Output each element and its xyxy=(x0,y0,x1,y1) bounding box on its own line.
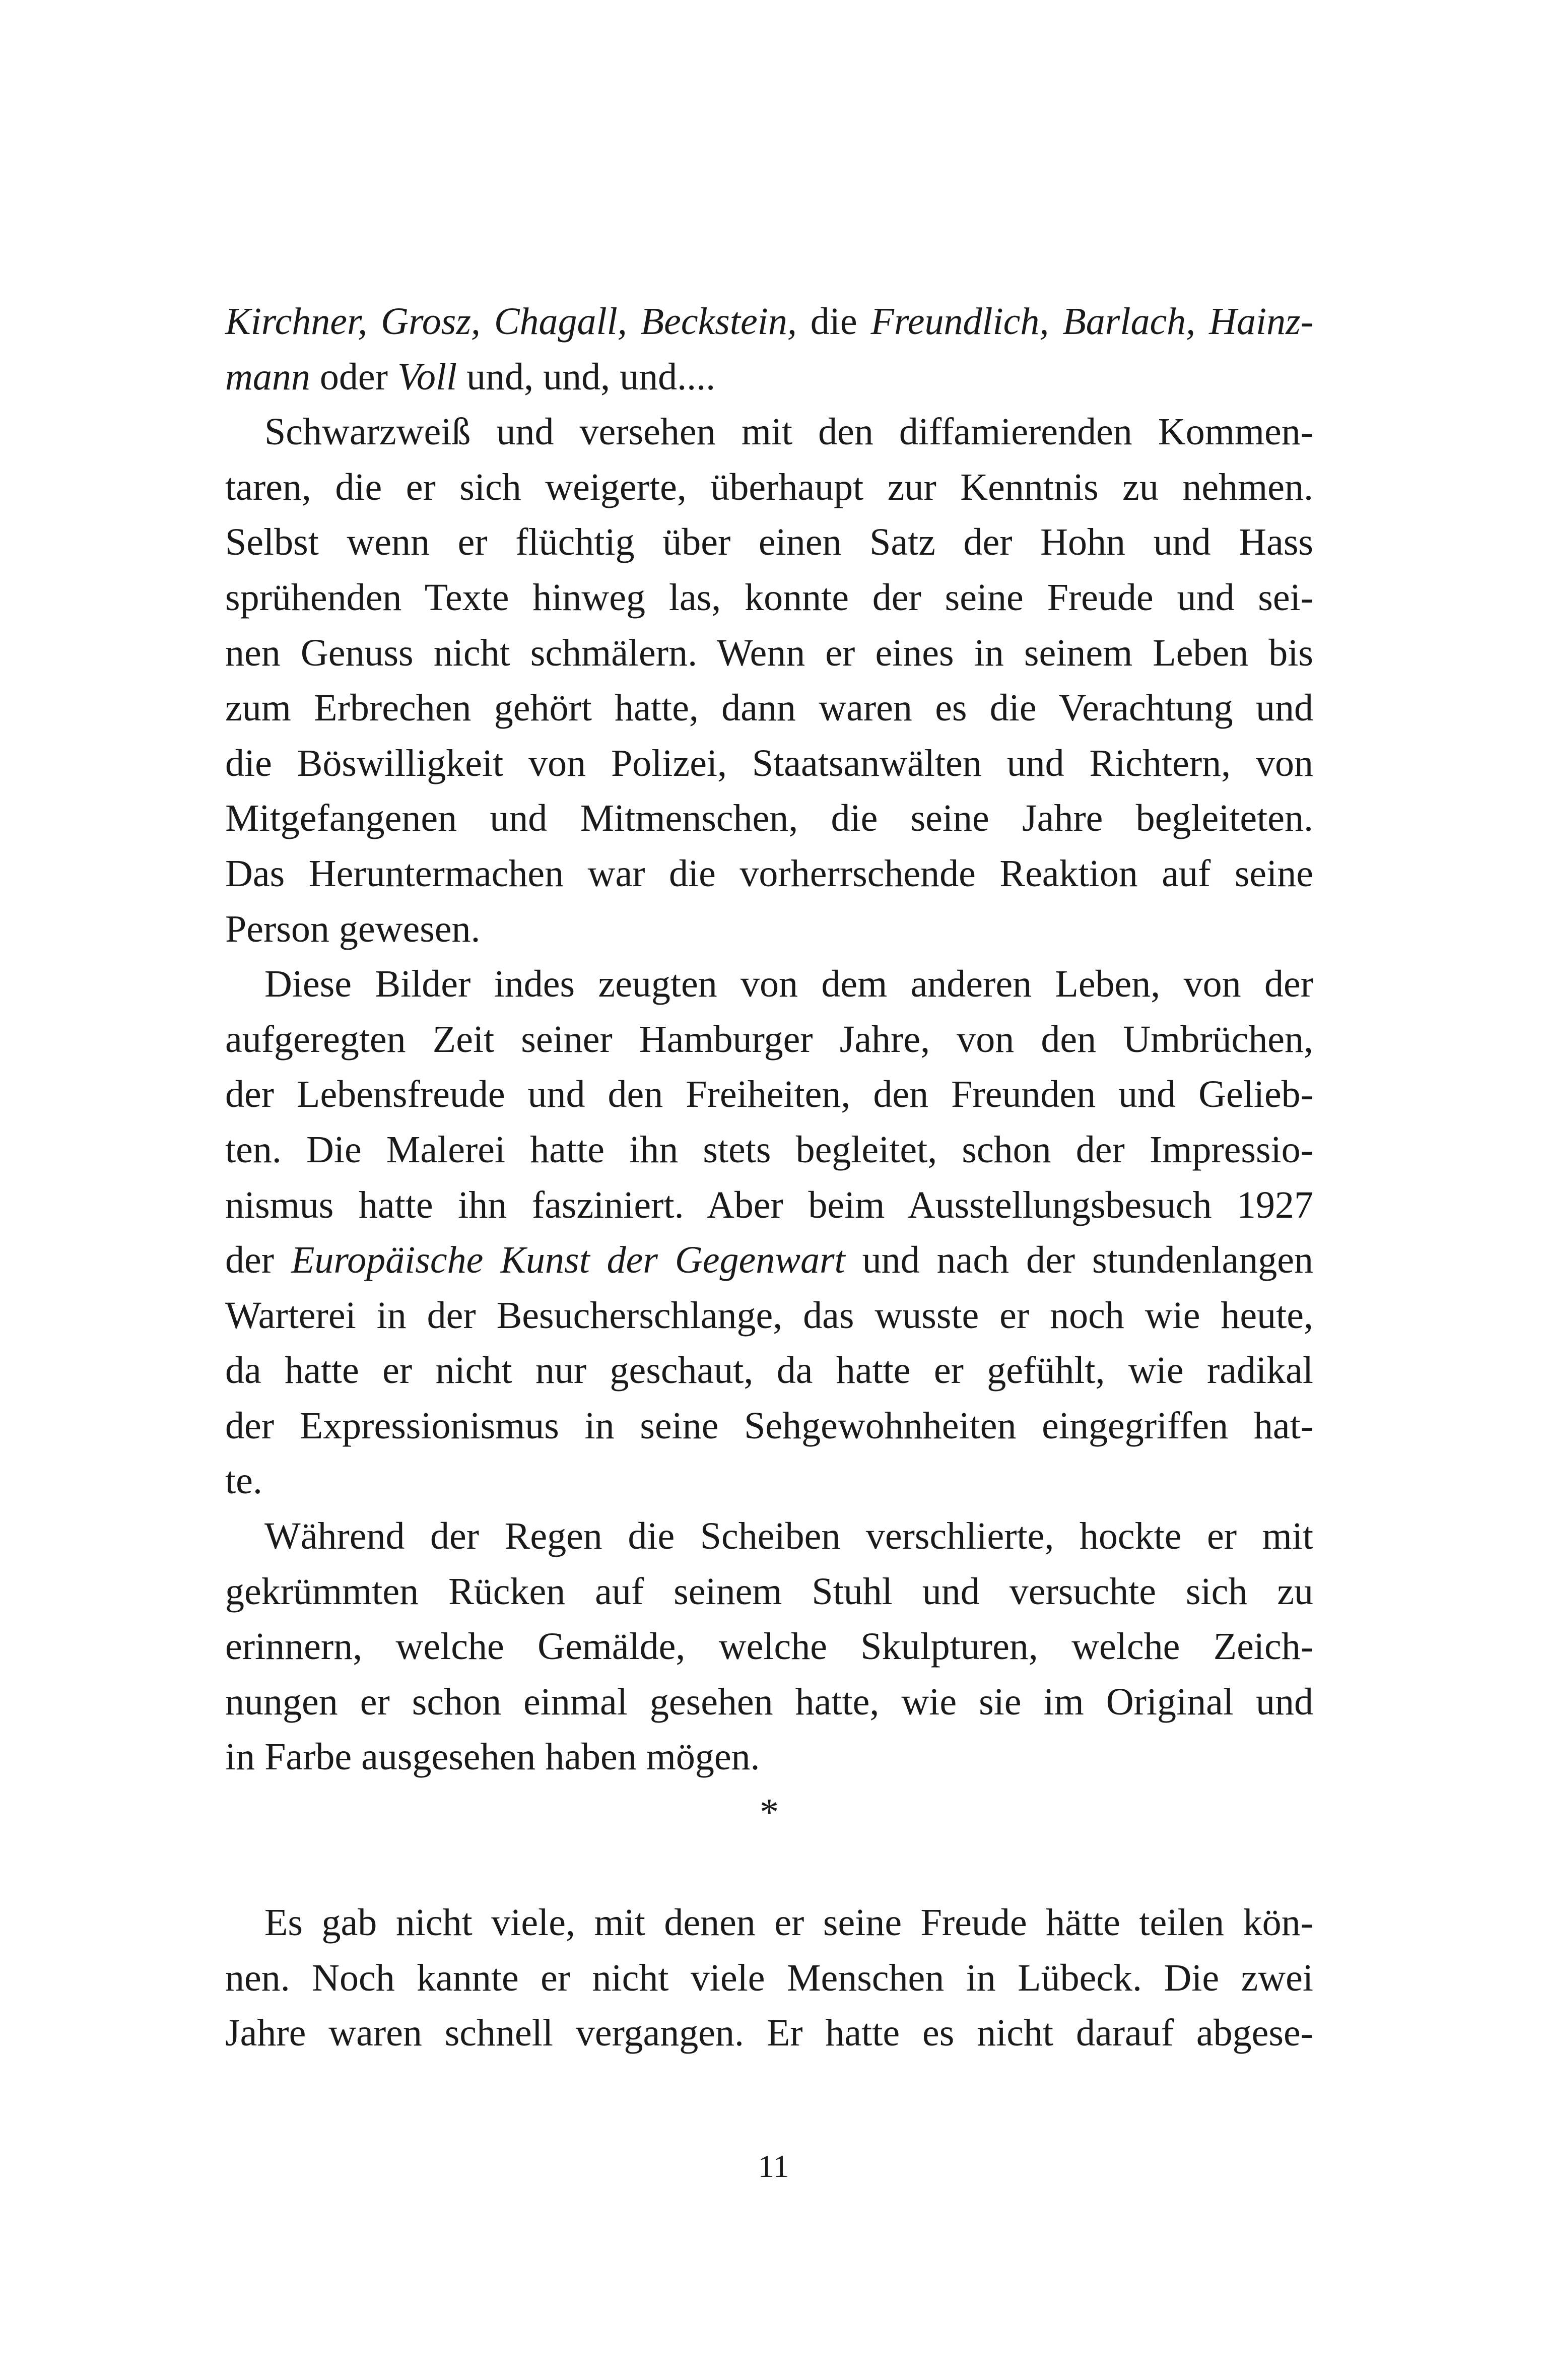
text-line xyxy=(225,1288,1313,1344)
text-line xyxy=(225,626,1313,681)
text-line xyxy=(225,1509,1313,1564)
line-text: Das Heruntermachen war die vorherrschende Reaktion auf seine xyxy=(225,852,1313,895)
line-text: nen. Noch kannte er nicht viele Menschen in Lübeck. Die zwei xyxy=(225,1956,1313,1999)
text-line xyxy=(225,1233,1313,1288)
text-line xyxy=(225,350,1313,405)
text-line xyxy=(225,791,1313,846)
text-line xyxy=(225,1178,1313,1233)
text-line xyxy=(225,1453,1313,1509)
page-number: 11 xyxy=(758,2148,789,2184)
text-line xyxy=(225,1951,1313,2006)
line-text: die Böswilligkeit von Polizei, Staatsanwälten und Richtern, von xyxy=(225,742,1313,784)
line-text: nungen er schon einmal gesehen hatte, wie sie im Original und xyxy=(225,1680,1313,1723)
italic-text: Voll xyxy=(397,355,457,398)
line-text: zum Erbrechen gehört hatte, dann waren es die Verachtung und xyxy=(225,687,1313,730)
text-line xyxy=(225,1122,1313,1178)
line-text: Warterei in der Besucherschlange, das wusste er noch wie heute, xyxy=(225,1294,1313,1337)
line-text: nen Genuss nicht schmälern. Wenn er eines in seinem Leben bis xyxy=(225,631,1313,674)
text-line xyxy=(225,515,1313,570)
line-text: ten. Die Malerei hatte ihn stets begleitet, schon der Impressio- xyxy=(225,1128,1313,1171)
line-text: Es gab nicht viele, mit denen er seine Freude hätte teilen kön- xyxy=(264,1901,1313,1944)
line-text: erinnern, welche Gemälde, welche Skulpturen, welche Zeich- xyxy=(225,1625,1313,1668)
text-line xyxy=(225,1399,1313,1454)
text-line xyxy=(225,736,1313,791)
text-line xyxy=(225,681,1313,736)
line-text: Während der Regen die Scheiben verschlierte, hockte er mit xyxy=(264,1515,1313,1558)
italic-text: mann xyxy=(225,355,310,398)
line-text: te. xyxy=(225,1460,262,1502)
line-text: Mitgefangenen und Mitmenschen, die seine Jahre begleiteten. xyxy=(225,797,1313,840)
text-line xyxy=(225,460,1313,515)
italic-text: Freundlich, Barlach, Hainz- xyxy=(870,300,1313,343)
line-text: gekrümmten Rücken auf seinem Stuhl und versuchte sich zu xyxy=(225,1570,1313,1613)
line-text: taren, die er sich weigerte, überhaupt zur Kenntnis zu nehmen. xyxy=(225,466,1313,508)
line-text: Schwarzweiß und versehen mit den diffamierenden Kommen- xyxy=(264,411,1313,453)
line-text: * xyxy=(760,1791,779,1834)
text-line xyxy=(225,1343,1313,1399)
text-line xyxy=(225,2006,1313,2061)
text-line xyxy=(225,405,1313,460)
line-text: und nach der stundenlangen xyxy=(845,1239,1313,1282)
text-line xyxy=(225,1619,1313,1675)
line-text: Selbst wenn er flüchtig über einen Satz der Hohn und Hass xyxy=(225,521,1313,564)
text-line xyxy=(225,846,1313,902)
line-text: Diese Bilder indes zeugten von dem anderen Leben, von der xyxy=(264,963,1313,1006)
blank-line xyxy=(225,1840,1313,1896)
line-text: Person gewesen. xyxy=(225,907,481,950)
text-line xyxy=(225,1067,1313,1122)
line-text: der xyxy=(225,1239,291,1282)
text-line xyxy=(225,1895,1313,1951)
text-line xyxy=(225,294,1313,350)
line-text: der Lebensfreude und den Freiheiten, den Freunden und Gelieb- xyxy=(225,1073,1313,1116)
text-line xyxy=(225,902,1313,957)
line-text: in Farbe ausgesehen haben mögen. xyxy=(225,1736,760,1778)
line-text: da hatte er nicht nur geschaut, da hatte er gefühlt, wie radikal xyxy=(225,1349,1313,1392)
italic-text: Europäische Kunst der Gegenwart xyxy=(291,1239,845,1282)
section-separator xyxy=(225,1785,1313,1840)
italic-text: Kirchner, Grosz, Chagall, Beckstein, xyxy=(225,300,797,343)
text-line xyxy=(225,570,1313,626)
text-line xyxy=(225,1730,1313,1785)
line-text: die xyxy=(796,300,871,343)
line-text: Jahre waren schnell vergangen. Er hatte es nicht darauf abgese- xyxy=(225,2012,1313,2055)
text-line xyxy=(225,1012,1313,1068)
line-text: aufgeregten Zeit seiner Hamburger Jahre, von den Umbrüchen, xyxy=(225,1018,1313,1061)
text-line xyxy=(225,1564,1313,1620)
line-text: sprühenden Texte hinweg las, konnte der seine Freude und sei- xyxy=(225,576,1313,619)
text-line xyxy=(225,957,1313,1012)
line-text: und, und, und.... xyxy=(457,355,716,398)
line-text: der Expressionismus in seine Sehgewohnheiten eingegriffen hat- xyxy=(225,1404,1313,1447)
line-text: nismus hatte ihn fasziniert. Aber beim Ausstellungsbesuch 1927 xyxy=(225,1183,1313,1226)
text-line xyxy=(225,1675,1313,1730)
line-text: oder xyxy=(310,355,397,398)
body-text xyxy=(225,294,1313,2061)
